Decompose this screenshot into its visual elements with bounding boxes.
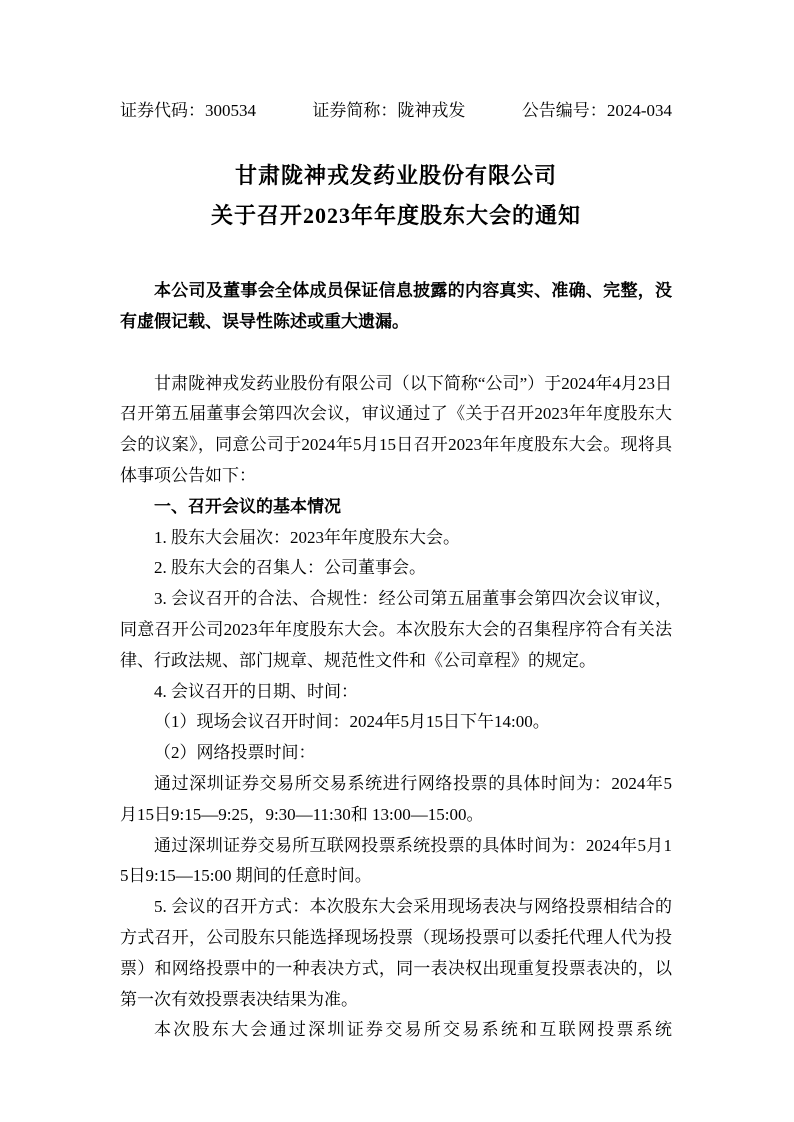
paragraph: 甘肃陇神戎发药业股份有限公司（以下简称“公司”）于2024年4月23日召开第五届董事会第四次会议，审议通过了《关于召开2023年年度股东大会的议案》，同意公司于2024年5月15日召开2023年年度股东大会。现将具体事项公告如下：: [120, 373, 672, 485]
paragraph: （2）网络投票时间：: [154, 743, 316, 763]
paragraph-heading: 一、召开会议的基本情况: [154, 496, 341, 516]
security-name: [312, 96, 465, 126]
paragraph: 1. 股东大会届次：2023年年度股东大会。: [154, 527, 460, 547]
paragraph: 本次股东大会通过深圳证券交易所交易系统和互联网投票系统: [154, 1020, 672, 1040]
announcement-title: 关于召开2023年年度股东大会的通知: [210, 203, 581, 228]
security-code-value: 300534: [205, 101, 256, 120]
announcement-number-value: 2024-034: [606, 101, 672, 120]
paragraph: （1）现场会议召开时间：2024年5月15日下午14:00。: [154, 712, 550, 732]
paragraph: 5. 会议的召开方式：本次股东大会采用现场表决与网络投票相结合的方式召开，公司股东只能选择现场投票（现场投票可以委托代理人代为投票）和网络投票中的一种表决方式，同一表决权出现重复投票表决的，以第一次有效投票表决结果为准。: [120, 897, 672, 1009]
paragraph: 4. 会议召开的日期、时间：: [154, 681, 358, 701]
company-name-title: 甘肃陇神戎发药业股份有限公司: [234, 163, 557, 188]
announcement-number: [522, 96, 672, 126]
document-header: [120, 96, 672, 126]
announcement-number-label: 公告编号：: [521, 101, 607, 120]
paragraph: 通过深圳证券交易所互联网投票系统投票的具体时间为：2024年5月15日9:15—15:00 期间的任意时间。: [120, 835, 672, 886]
paragraph-heading: 本公司及董事会全体成员保证信息披露的内容真实、准确、完整，没有虚假记载、误导性陈述或重大遗漏。: [120, 281, 672, 331]
security-name-label: 证券简称：: [312, 101, 398, 120]
paragraph: 2. 股东大会的召集人：公司董事会。: [154, 558, 426, 578]
security-name-value: 陇神戎发: [397, 101, 466, 120]
paragraph: 通过深圳证券交易所交易系统进行网络投票的具体时间为：2024年5月15日9:15—9:25，9:30—11:30和 13:00—15:00。: [120, 773, 672, 824]
paragraph: 3. 会议召开的合法、合规性：经公司第五届董事会第四次会议审议，同意召开公司2023年年度股东大会。本次股东大会的召集程序符合有关法律、行政法规、部门规章、规范性文件和《公司章程》的规定。: [120, 589, 672, 670]
security-code-label: 证券代码：: [120, 101, 205, 120]
security-code: [120, 96, 256, 126]
document-body: [120, 276, 672, 1046]
